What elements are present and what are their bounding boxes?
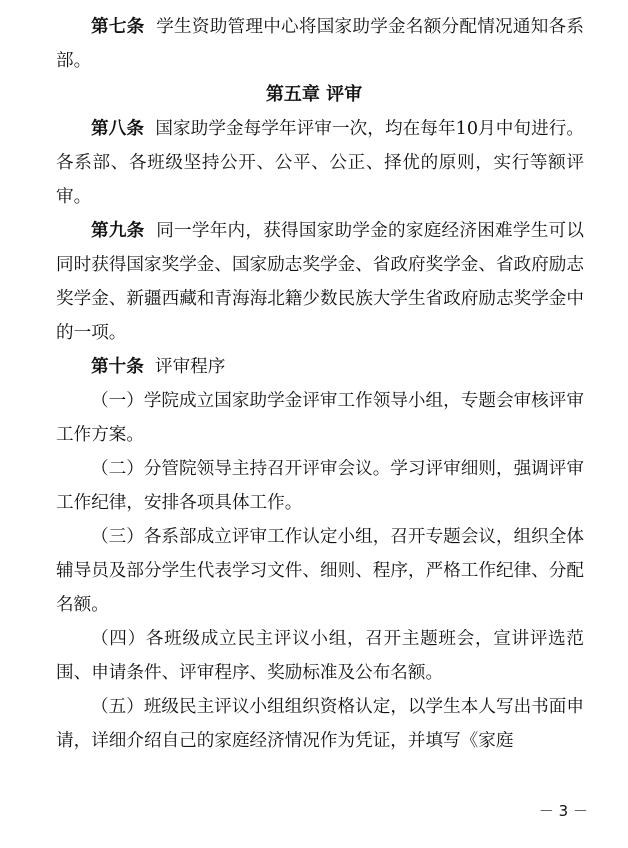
article-7-label: 第七条 <box>91 16 145 37</box>
step-4-paragraph: （四）各班级成立民主评议小组，召开主题班会，宣讲评选范围、申请条件、评审程序、奖励标准及公布名额。 <box>56 629 584 683</box>
article-7-text: 学生资助管理中心将国家助学金名额分配情况通知各系部。 <box>56 17 584 71</box>
article-10-text: 评审程序 <box>154 357 226 377</box>
page-number: － 3 － <box>538 802 588 820</box>
step-2-paragraph: （二）分管院领导主持召开评审会议。学习评审细则，强调评审工作纪律，安排各项具体工作。 <box>56 459 584 513</box>
article-7-paragraph <box>56 10 584 78</box>
article-10-label: 第十条 <box>91 356 144 377</box>
article-10-paragraph <box>56 350 584 384</box>
chapter-heading: 第五章 评审 <box>265 84 363 105</box>
step-5-paragraph: （五）班级民主评议小组组织资格认定，以学生本人写出书面申请，详细介绍自己的家庭经济情况作为凭证，并填写《家庭 <box>56 697 584 751</box>
step-1-paragraph: （一）学院成立国家助学金评审工作领导小组，专题会审核评审工作方案。 <box>56 391 584 445</box>
article-9-paragraph <box>56 214 584 350</box>
article-9-label: 第九条 <box>91 220 145 241</box>
step-3-paragraph: （三）各系部成立评审工作认定小组，召开专题会议，组织全体辅导员及部分学生代表学习文件、细则、程序，严格工作纪律、分配名额。 <box>56 527 584 615</box>
article-9-text: 同一学年内，获得国家助学金的家庭经济困难学生可以同时获得国家奖学金、国家励志奖学金、省政府奖学金、省政府励志奖学金、新疆西藏和青海海北籍少数民族大学生省政府励志奖学金中的一项。 <box>56 221 584 343</box>
article-8-label: 第八条 <box>91 118 144 139</box>
article-8-text: 国家助学金每学年评审一次，均在每年10月中旬进行。各系部、各班级坚持公开、公平、公正、择优的原则，实行等额评审。 <box>56 119 584 207</box>
article-8-paragraph <box>56 112 584 214</box>
